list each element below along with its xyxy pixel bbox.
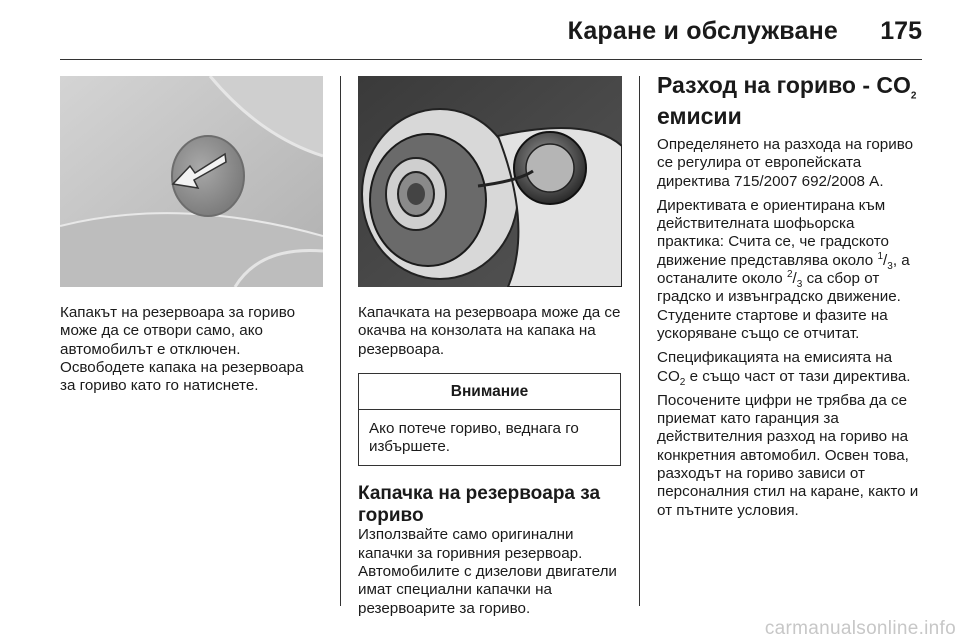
warning-box [358,373,621,467]
section-heading-consumption-line2: емисии [657,103,742,129]
co2-subscript: 2 [679,376,686,388]
column-divider [639,76,640,606]
heading-subscript: 2 [910,90,917,102]
column-middle [358,76,622,618]
warning-title: Внимание [359,374,620,410]
column-divider [340,76,341,606]
p2-text-c: са сбор от градско и извънградско движение. Студените стартове и фазите на ускоряване също се отчитат. [657,270,901,342]
header-title: Каране и обслужване [567,17,838,45]
fuel-cap-image [358,76,622,287]
fraction-denominator: 3 [796,279,803,291]
fuel-flap-image [60,76,323,287]
heading-text: Разход на гориво - CO [657,72,911,98]
paragraph-2: Директивата е ориентирана към действителната шофьорска практика: Счита се, че градското движение представлява около $^1/_3$, а останалите около $^2/_3$ са сбор от градско и извънградско движение. Студените стартове и фазите на ускоряване също се отчитат. [657,196,910,342]
fraction-denominator: 3 [887,260,893,272]
fraction-numerator: 2 [786,269,793,281]
section-heading-consumption [657,72,922,102]
paragraph-3 [657,349,922,386]
paragraph-1: Определянето на разхода на гориво се регулира от европейската директива 715/2007 692/2008 A. [657,136,914,190]
column-right [657,72,922,520]
fuel-cap-body: Използвайте само оригинални капачки за горивния резервоар. Автомобилите с дизелови двигатели имат специални капачки на резервоарите за гориво. [358,526,617,617]
fuel-cap-illustration [358,76,622,287]
paragraph-4: Посочените цифри не трябва да се приемат като гаранция за действителния разход на гориво на конкретния автомобил. Освен това, разходът на гориво зависи от персоналния стил на каране, както и от пътните условия. [657,391,919,519]
p2-text-a: Директивата е ориентирана към действителната шофьорска практика: Счита се, че градското движение представлява около [657,196,889,269]
fraction-numerator: 1 [877,250,884,262]
page-header [60,0,922,60]
fuel-flap-illustration [60,76,323,287]
p2-text-b: , а останалите около [657,251,910,288]
p3-text-a: Спецификацията на емисията на CO [657,349,893,385]
p3-text-b: е също част от тази директива. [685,367,911,385]
column-left [60,76,323,395]
flap-caption: Капакът на резервоара за гориво може да се отвори само, ако автомобилът е отключен. Освободете капака на резервоара за гориво като го натиснете. [60,304,304,395]
section-heading-fuel-cap: Капачка на резервоара за гориво [358,483,601,526]
page-number: 175 [880,17,922,45]
warning-body: Ако потече гориво, веднага го избършете. [369,419,579,456]
cap-caption: Капачката на резервоара може да се окачва на конзолата на капака на резервоара. [358,304,621,358]
watermark: carmanualsonline.info [764,618,956,639]
